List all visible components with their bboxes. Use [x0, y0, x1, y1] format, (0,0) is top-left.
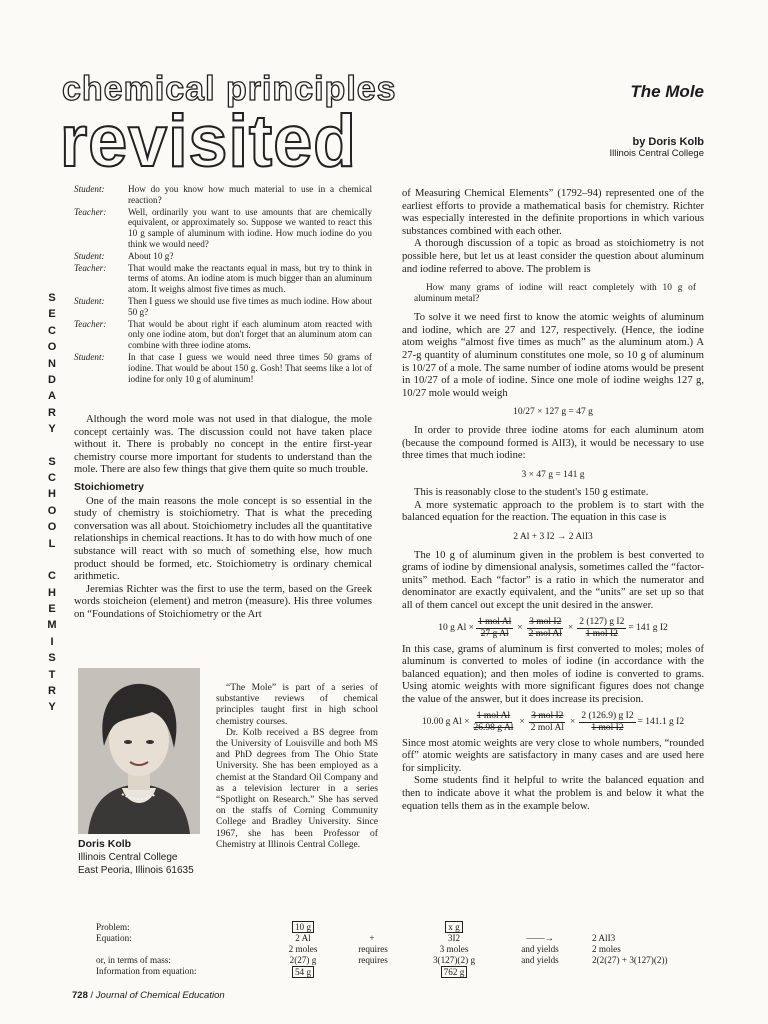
side-letter: M: [47, 619, 57, 632]
side-letter: S: [48, 455, 56, 468]
side-letter: R: [48, 684, 56, 697]
dialogue-line: [74, 207, 372, 250]
dialogue-line: [74, 184, 372, 206]
dialogue-line: [74, 352, 372, 384]
dialogue-text: How do you know how much material to use in a chemical reaction?: [128, 184, 372, 205]
side-letter: H: [48, 488, 56, 501]
calc-1-factor-3: [577, 617, 626, 640]
equation-balanced: 2 Al + 3 I2 → 2 AlI3: [513, 532, 593, 543]
journal-name: Journal of Chemical Education: [95, 990, 225, 1001]
side-letter: L: [48, 537, 56, 550]
calc-2-f2-den: 2 mol Al: [530, 722, 564, 733]
page-number: 728: [72, 990, 88, 1001]
paragraph-balanced-intro: A more systematic approach to the problem is to start with the balanced equation for the reaction. The equation in this case is: [402, 499, 704, 524]
author-byline: by Doris Kolb: [632, 136, 704, 148]
dialogue-text: That would be about right if each aluminum atom reacted with only one iodine atom, but don't forget that an aluminum atom can combine with three iodine atoms.: [128, 318, 372, 351]
page-footer: [72, 990, 225, 1001]
author-photo: [78, 668, 200, 834]
dialogue-line: [74, 319, 372, 351]
table-requires-2: requires: [358, 955, 388, 965]
calc-2-f1-den: 26.98 g Al: [473, 722, 514, 733]
calc-1-f3-num: 2 (127) g I2: [579, 616, 625, 627]
dialogue-text: In that case I guess we would need three times 50 grams of iodine. That would be about 150 g. Gosh! That seems like a lot of iodine for only 10 g of aluminum!: [128, 351, 372, 384]
calc-1-result: = 141 g I2: [628, 622, 668, 633]
side-letter: A: [48, 390, 56, 403]
bio-paragraph-series: “The Mole” is part of a series of substantive reviews of chemical principles taught first in high school chemistry courses.: [216, 682, 378, 727]
side-letter: I: [50, 635, 54, 648]
bio-location: East Peoria, Illinois 61635: [78, 865, 194, 876]
calc-2-f1-num: 1 mol Al: [476, 710, 511, 721]
table-i2-equation: 3I2: [447, 933, 461, 943]
calc-1-f1-num: 1 mol Al: [477, 616, 512, 627]
table-i2-info: 762 g: [441, 966, 468, 978]
calc-1-f3-den: 1 mol I2: [585, 628, 618, 639]
bio-caption: [78, 838, 194, 877]
table-al-moles: 2 moles: [288, 944, 318, 954]
dialogue-line: [74, 251, 372, 262]
table-i2-moles: 3 moles: [439, 944, 469, 954]
article-title: The Mole: [630, 82, 704, 101]
side-letter: O: [47, 521, 57, 534]
dialogue-speaker: Teacher:: [74, 318, 107, 329]
side-letter: O: [47, 504, 57, 517]
calc-2-f2-num: 3 mol I2: [531, 710, 564, 721]
side-letter: O: [47, 341, 57, 354]
dialogue-text: Then I guess we should use five times as much iodine. How about 50 g?: [128, 295, 372, 317]
side-letter: [44, 438, 60, 454]
side-letter: S: [48, 292, 56, 304]
paragraph-conversion: In this case, grams of aluminum is first converted to moles; moles of aluminum is converted to moles of iodine (in accordance with the balanced equation); and then moles of iodine is converted to grams. Using atomic weights with more significant figures does not change the value of the answer, but it does increase its precision.: [402, 643, 704, 705]
table-ali3-moles: 2 moles: [592, 944, 621, 954]
table-arrow: ——→: [526, 933, 554, 943]
calc-2-f3-den: 1 mol I2: [591, 722, 624, 733]
dialogue-text: About 10 g?: [128, 250, 174, 261]
dialogue-text: Well, ordinarily you want to use amounts that are chemically equivalent, or approximately so. Suppose we wanted to react this 10 g sample of aluminum with iodine. How much iodine do you think we would need?: [128, 206, 372, 249]
side-letter: C: [48, 472, 56, 485]
dialogue-line: [74, 263, 372, 295]
dialogue-speaker: Teacher:: [74, 206, 107, 217]
side-letter: R: [48, 406, 56, 419]
side-letter: D: [48, 374, 56, 387]
right-column: [402, 188, 704, 813]
dialogue-speaker: Student:: [74, 295, 105, 306]
side-letter: N: [48, 357, 56, 370]
paragraph-factor-units: The 10 g of aluminum given in the problem is best converted to grams of iodine by dimensional analysis, sometimes called the “factor-units” method. Each “factor” is a ratio in which the numerator and denominator are exactly equivalent, and the “units” are set up so that all of them cancel out except the unit desired in the answer.: [402, 549, 704, 612]
author-institution: Illinois Central College: [609, 148, 704, 159]
series-title-line2: revisited: [60, 100, 357, 182]
table-label-equation: Equation:: [96, 933, 132, 943]
calc-2-factor-1: [471, 711, 515, 734]
side-label-secondary-school-chemistry: [44, 290, 60, 716]
side-letter: C: [48, 324, 56, 337]
calc-2-result: = 141.1 g I2: [637, 716, 685, 727]
table-requires-1: requires: [358, 944, 388, 954]
calc-2-lead: 10.00 g Al ×: [421, 716, 470, 727]
dialogue-speaker: Teacher:: [74, 262, 107, 273]
series-title-line1: chemical principles: [62, 70, 397, 108]
dialogue-line: [74, 296, 372, 318]
side-letter: E: [48, 602, 56, 615]
side-letter: [44, 552, 60, 568]
paragraph-estimate: This is reasonably close to the student's 150 g estimate.: [414, 487, 649, 499]
calc-1-f2-den: 2 mol Al: [528, 628, 562, 639]
section-heading-stoichiometry: Stoichiometry: [74, 480, 145, 493]
dialogue-speaker: Student:: [74, 351, 105, 362]
calc-2: 10.00 g Al × $\frac{\text{1 mol Al}}{\text{26.98 g Al}}$ × $\frac{\text{3 mol I2}}{\text{2 mol Al}}$ × $\frac{\text{2 (126.9) g I2}}{\text{1 mol I2}}$ = 141.1 g I2: [421, 710, 685, 733]
side-letter: H: [48, 586, 56, 599]
paragraph-students-helpful: Some students find it helpful to write the balanced equation and then to indicate above it what the problem is and below it what the equation tells them as in the example below.: [402, 775, 704, 812]
dialogue-speaker: Student:: [74, 250, 105, 261]
side-letter: S: [48, 652, 56, 665]
table-label-problem: Problem:: [96, 922, 130, 932]
equation-table: [0, 922, 768, 982]
dialogue: [74, 184, 372, 385]
paragraph-intro: Although the word mole was not used in that dialogue, the mole concept certainly was. The discussion could not have taken place without it. There is probably no concept in the entire first-year chemistry course more important for students to understand than the mole. There are also few things that give them quite so much trouble.: [74, 414, 372, 476]
problem-quote: How many grams of iodine will react completely with 10 g of aluminum metal?: [414, 283, 696, 305]
calc-2-factor-3: [579, 711, 635, 734]
paragraph-rounded: Since most atomic weights are very close to whole numbers, “rounded off” atomic weights are satisfactory in many cases and are used here for simplicity.: [402, 737, 704, 774]
side-letter: Y: [48, 701, 56, 714]
table-ali3-mass: 2(2(27) + 3(127)(2)): [592, 955, 668, 965]
calc-2-f3-num: 2 (126.9) g I2: [581, 710, 634, 721]
calc-1-factor-2: [527, 617, 564, 640]
bio-text: [216, 682, 378, 850]
calc-1: 10 g Al × $\frac{\text{1 mol Al}}{\text{27 g Al}}$ × $\frac{\text{3 mol I2}}{\text{2 mol Al}}$ × $\frac{\text{2 (127) g I2}}{\text{1 mol I2}}$ = 141 g I2: [438, 616, 668, 639]
dialogue-speaker: Student:: [74, 184, 105, 194]
calc-1-lead: 10 g Al ×: [438, 622, 474, 633]
paragraph-stoichiometry: One of the main reasons the mole concept is so essential in the study of chemistry is stoichiometry. That is what the preceding conversation was all about. Stoichiometry includes all the quantitative relationships in chemical reactions. It has to do with how much of one substance will react with so much of something else, how much product should be formed, etc. Stoichiometry is ordinary chemical arithmetic.: [74, 495, 372, 583]
calc-1-f2-num: 3 mol I2: [529, 616, 562, 627]
equation-1: 10/27 × 127 g = 47 g: [513, 407, 593, 418]
paragraph-richter: Jeremias Richter was the first to use the term, based on the Greek words stoicheion (element) and metron (measure). His three volumes on “Foundations of Stoichiometry or the Art: [74, 583, 372, 620]
paragraph-atomic-weights: To solve it we need first to know the atomic weights of aluminum and iodine, which are 27 and 127, respectively. (Hence, the iodine atom weighs “almost five times as much” as the aluminum atom.) A 27-g quantity of aluminum constitutes one mole, so 10 g of aluminum is 10/27 of a mole. The same number of iodine atoms would be present in 10/27 of a mole of iodine. Since one mole of iodine weighs 127 g, 10/27 mole would weigh: [402, 312, 704, 399]
table-al-equation: 2 Al: [295, 933, 311, 943]
table-al-problem: 10 g: [292, 921, 314, 933]
paragraph-three-iodine: In order to provide three iodine atoms for each aluminum atom (because the compound formed is AlI3), it would be necessary to use three times that much iodine:: [402, 424, 704, 462]
bio-institution: Illinois Central College: [78, 852, 178, 863]
table-plus: +: [369, 933, 375, 943]
calc-1-f1-den: 27 g Al: [480, 628, 509, 639]
bio-name: Doris Kolb: [78, 838, 132, 850]
table-and-yields-2: and yields: [521, 955, 559, 965]
side-letter: C: [48, 570, 56, 583]
side-letter: E: [48, 308, 56, 321]
side-letter: Y: [48, 423, 56, 436]
dialogue-text: That would make the reactants equal in mass, but try to think in terms of atoms. An iodine atom is much bigger than an aluminum atom. It weighs almost five times as much.: [128, 262, 372, 295]
paragraph-richter-cont: of Measuring Chemical Elements” (1792–94) represented one of the earliest efforts to provide a mathematical basis for chemistry. Richter was especially interested in the definite proportions in which various substances combined with each other.: [402, 188, 704, 237]
table-label-mass: or, in terms of mass:: [96, 955, 171, 965]
bio-paragraph-career: Dr. Kolb received a BS degree from the University of Louisville and both MS and PhD degrees from The Ohio State University. She has been employed as a chemist at the Standard Oil Company and as a television lecturer in a series “Spotlight on Research.” She has served on the staffs of Corning Community College and Bradley University. Since 1967, she has been Professor of Chemistry at Illinois Central College.: [216, 726, 378, 850]
table-i2-mass: 3(127)(2) g: [432, 955, 476, 965]
table-and-yields-1: and yields: [521, 944, 559, 954]
table-i2-problem: x g: [445, 921, 462, 933]
table-al-mass: 2(27) g: [289, 955, 317, 965]
left-column: [74, 414, 372, 622]
table-al-info: 54 g: [292, 966, 314, 978]
calc-1-factor-1: [476, 617, 513, 640]
table-ali3-equation: 2 AlI3: [592, 933, 616, 943]
calc-2-factor-2: [529, 711, 566, 734]
byline: [609, 136, 704, 159]
portrait-illustration: [78, 668, 200, 834]
footer-separator: /: [90, 990, 94, 1001]
side-letter: T: [48, 668, 56, 681]
paragraph-problem-intro: A thorough discussion of a topic as broad as stoichiometry is not possible here, but let us at least consider the question about aluminum and iodine referred to above. The problem is: [402, 238, 704, 275]
table-label-info: Information from equation:: [96, 966, 197, 976]
equation-2: 3 × 47 g = 141 g: [521, 469, 585, 480]
